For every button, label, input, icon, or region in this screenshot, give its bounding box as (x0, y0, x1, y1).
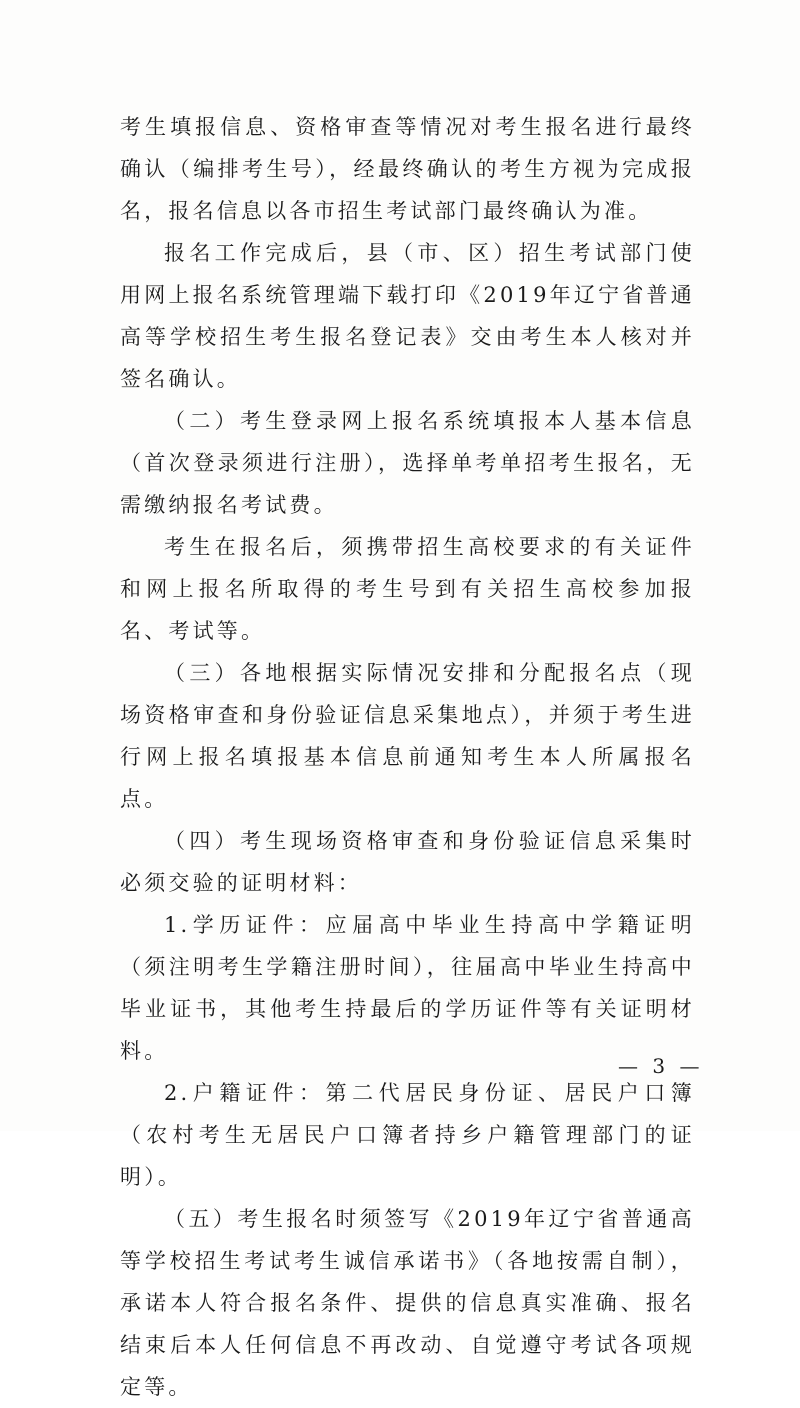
paragraph-after-registration: 考生在报名后，须携带招生高校要求的有关证件和网上报名所取得的考生号到有关招生高校参加报名、考试等。 (120, 535, 695, 643)
paragraph-education-certificate: 1.学历证件：应届高中毕业生持高中学籍证明（须注明考生学籍注册时间），往届高中毕业生持高中毕业证书，其他考生持最后的学历证件等有关证明材料。 (120, 913, 695, 1063)
page-number: — 3 — (618, 1054, 704, 1078)
paragraph-section-three: （三）各地根据实际情况安排和分配报名点（现场资格审查和身份验证信息采集地点），并须于考生进行网上报名填报基本信息前通知考生本人所属报名点。 (120, 661, 695, 811)
body-text (120, 106, 695, 1408)
paragraph-final-confirmation: 考生填报信息、资格审查等情况对考生报名进行最终确认（编排考生号），经最终确认的考生方视为完成报名，报名信息以各市招生考试部门最终确认为准。 (120, 115, 695, 223)
paragraph-section-five: （五）考生报名时须签写《2019年辽宁省普通高等学校招生考试考生诚信承诺书》（各地按需自制），承诺本人符合报名条件、提供的信息真实准确、报名结束后本人任何信息不再改动、自觉遵守考试各项规定等。 (120, 1207, 695, 1399)
paragraph-household-certificate: 2.户籍证件：第二代居民身份证、居民户口簿（农村考生无居民户口簿者持乡户籍管理部门的证明）。 (120, 1081, 695, 1189)
paragraph-registration-form: 报名工作完成后，县（市、区）招生考试部门使用网上报名系统管理端下载打印《2019年辽宁省普通高等学校招生考生报名登记表》交由考生本人核对并签名确认。 (120, 241, 695, 391)
paragraph-section-four: （四）考生现场资格审查和身份验证信息采集时必须交验的证明材料： (120, 829, 695, 895)
paragraph-section-two: （二）考生登录网上报名系统填报本人基本信息（首次登录须进行注册），选择单考单招考生报名，无需缴纳报名考试费。 (120, 409, 695, 517)
